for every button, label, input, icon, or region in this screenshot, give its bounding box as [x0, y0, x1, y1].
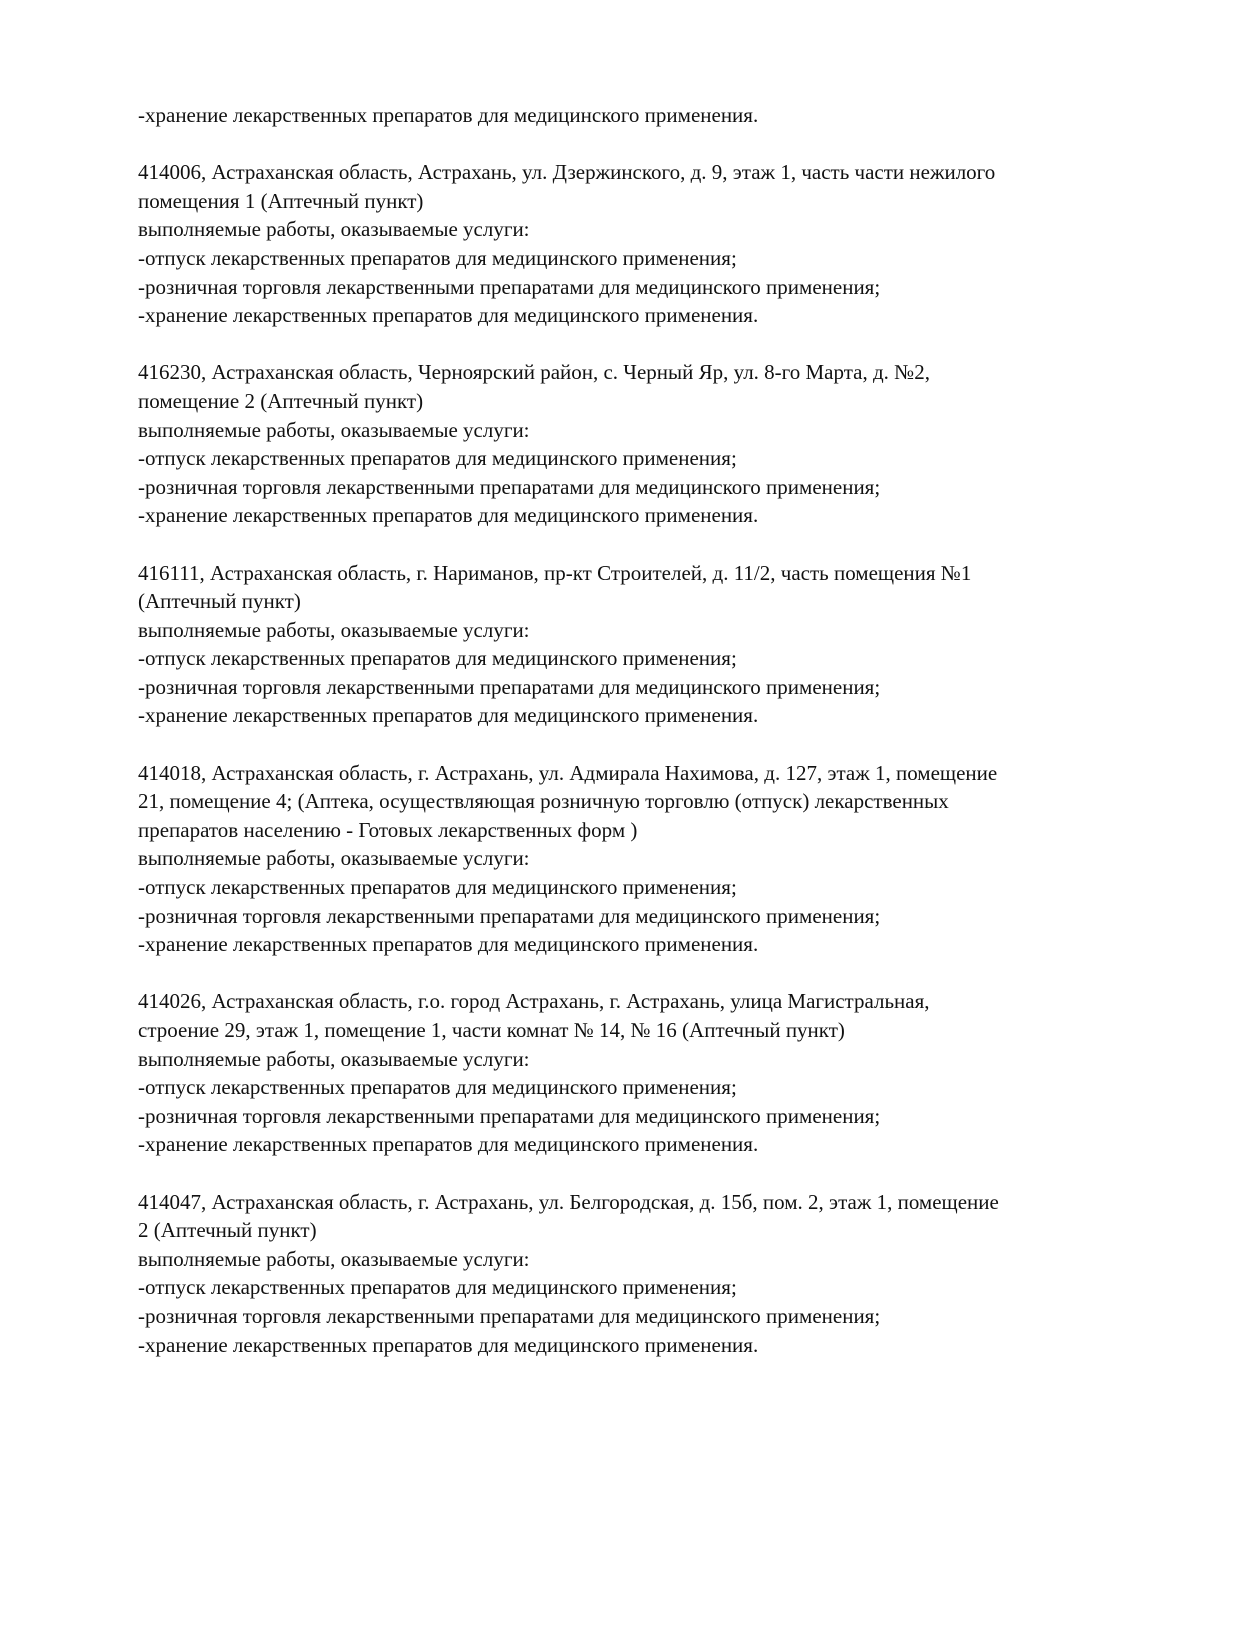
- service-item: -хранение лекарственных препаратов для медицинского применения.: [138, 303, 759, 328]
- address-line: помещения 1 (Аптечный пункт): [138, 188, 424, 213]
- address-line: строение 29, этаж 1, помещение 1, части комнат № 14, № 16 (Аптечный пункт): [138, 1018, 845, 1042]
- address-block: [138, 987, 999, 1159]
- address-block: [138, 158, 999, 330]
- address-line: 414047, Астраханская область, г. Астрахань, ул. Белгородская, д. 15б, пом. 2, этаж 1, помещение: [138, 1189, 999, 1214]
- service-item: -хранение лекарственных препаратов для медицинского применения.: [138, 1132, 759, 1157]
- service-item: -хранение лекарственных препаратов для медицинского применения.: [138, 503, 759, 528]
- service-item: -розничная торговля лекарственными препаратами для медицинского применения;: [138, 903, 881, 928]
- services-title: выполняемые работы, оказываемые услуги:: [138, 617, 530, 642]
- address-line: 414026, Астраханская область, г.о. город Астрахань, г. Астрахань, улица Магистральная,: [138, 989, 930, 1014]
- service-item: -отпуск лекарственных препаратов для медицинского применения;: [138, 875, 737, 900]
- address-line: 21, помещение 4; (Аптека, осуществляющая розничную торговлю (отпуск) лекарственных: [138, 789, 949, 814]
- services-title: выполняемые работы, оказываемые услуги:: [138, 1046, 530, 1071]
- service-item: -розничная торговля лекарственными препаратами для медицинского применения;: [138, 1303, 881, 1328]
- services-title: выполняемые работы, оказываемые услуги:: [138, 846, 530, 871]
- address-list: [138, 158, 999, 1359]
- address-line: 416111, Астраханская область, г. Нариманов, пр-кт Строителей, д. 11/2, часть помещения №1: [138, 560, 972, 585]
- address-line: 2 (Аптечный пункт): [138, 1218, 317, 1243]
- address-line: помещение 2 (Аптечный пункт): [138, 388, 424, 413]
- service-item: -хранение лекарственных препаратов для медицинского применения.: [138, 703, 759, 728]
- service-item: -розничная торговля лекарственными препаратами для медицинского применения;: [138, 274, 881, 299]
- address-line: препаратов населению - Готовых лекарственных форм ): [138, 817, 638, 842]
- services-title: выполняемые работы, оказываемые услуги:: [138, 417, 530, 442]
- service-item: -розничная торговля лекарственными препаратами для медицинского применения;: [138, 474, 881, 499]
- service-item: -розничная торговля лекарственными препаратами для медицинского применения;: [138, 1103, 881, 1128]
- address-line: 414006, Астраханская область, Астрахань, ул. Дзержинского, д. 9, этаж 1, часть части нежилого: [138, 160, 996, 185]
- service-item: -розничная торговля лекарственными препаратами для медицинского применения;: [138, 674, 881, 699]
- service-item: -отпуск лекарственных препаратов для медицинского применения;: [138, 646, 737, 671]
- service-item: -хранение лекарственных препаратов для медицинского применения.: [138, 932, 759, 957]
- service-item: -отпуск лекарственных препаратов для медицинского применения;: [138, 245, 737, 270]
- service-item: -отпуск лекарственных препаратов для медицинского применения;: [138, 1075, 737, 1100]
- address-line: (Аптечный пункт): [138, 589, 301, 614]
- services-title: выполняемые работы, оказываемые услуги:: [138, 1246, 530, 1271]
- lead-line: -хранение лекарственных препаратов для медицинского применения.: [138, 103, 759, 127]
- services-title: выполняемые работы, оказываемые услуги:: [138, 217, 530, 242]
- address-line: 416230, Астраханская область, Черноярский район, с. Черный Яр, ул. 8-го Марта, д. №2,: [138, 360, 930, 385]
- service-item: -хранение лекарственных препаратов для медицинского применения.: [138, 1332, 759, 1357]
- service-item: -отпуск лекарственных препаратов для медицинского применения;: [138, 446, 737, 471]
- address-block: [138, 759, 999, 959]
- service-item: -отпуск лекарственных препаратов для медицинского применения;: [138, 1275, 737, 1300]
- document-page: [138, 101, 999, 1359]
- address-block: [138, 559, 999, 731]
- address-block: [138, 358, 999, 530]
- address-block: [138, 1188, 999, 1360]
- address-line: 414018, Астраханская область, г. Астрахань, ул. Адмирала Нахимова, д. 127, этаж 1, помещение: [138, 760, 998, 785]
